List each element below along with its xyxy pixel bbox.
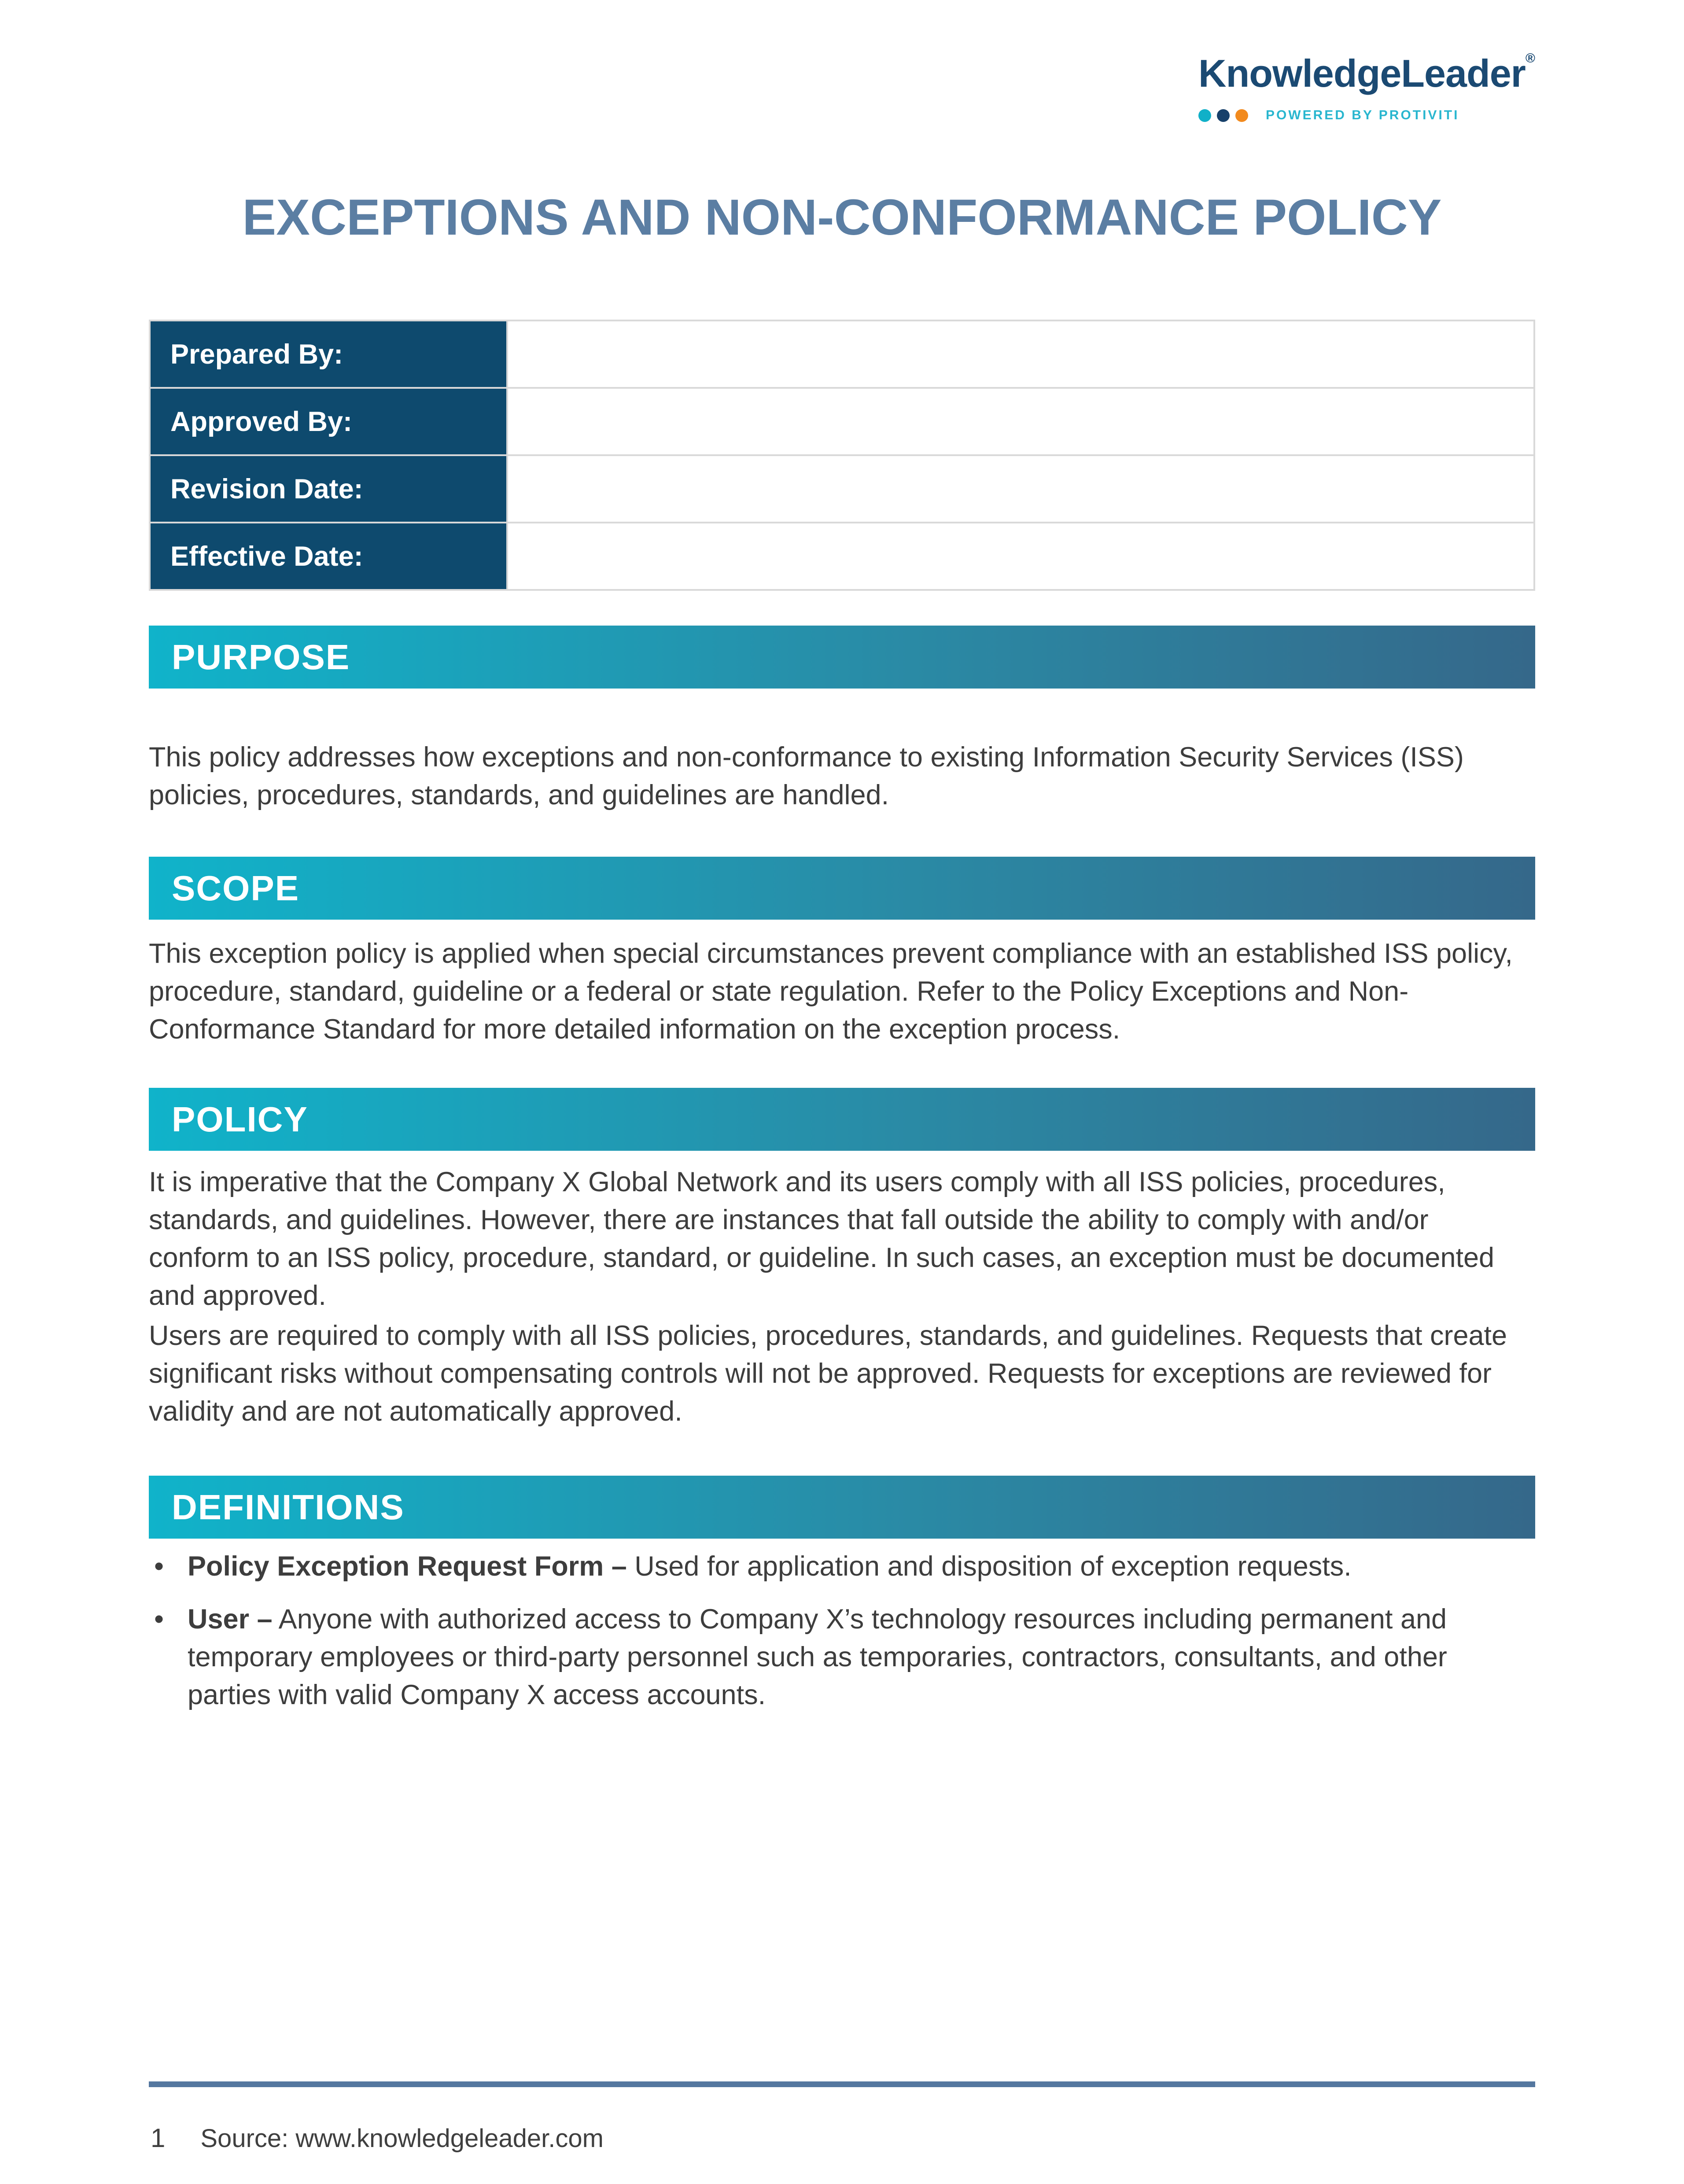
registered-trademark-icon: ® <box>1525 51 1535 66</box>
meta-value-effective-date <box>507 523 1534 590</box>
section-header-definitions <box>149 1476 1535 1539</box>
list-item <box>149 1600 1535 1714</box>
table-row <box>150 388 1534 455</box>
page-number: 1 <box>151 2123 166 2153</box>
meta-value-approved-by <box>507 388 1534 455</box>
meta-label-revision-date: Revision Date: <box>150 455 507 523</box>
page-footer <box>151 2123 1537 2153</box>
scope-paragraph: This exception policy is applied when special circumstances prevent compliance with an established ISS policy, procedure, standard, guideline or a federal or state regulation. Refer to the Policy Exceptions and Non-Conformance Standard for more detailed information on the exception process. <box>149 938 1513 1045</box>
table-row <box>150 320 1534 388</box>
section-header-purpose-label: PURPOSE <box>172 637 350 677</box>
policy-paragraph-1: It is imperative that the Company X Global Network and its users comply with all ISS policies, procedures, standards, and guidelines. However, there are instances that fall outside the ability to comply with and/or conform to an ISS policy, procedure, standard, or guideline. In such cases, an exception must be documented and approved. <box>149 1167 1495 1311</box>
section-header-scope-label: SCOPE <box>172 868 300 908</box>
definition-term: User – <box>188 1604 273 1635</box>
meta-label-effective-date: Effective Date: <box>150 523 507 590</box>
page-title: EXCEPTIONS AND NON-CONFORMANCE POLICY <box>242 189 1442 246</box>
logo-tagline: POWERED BY PROTIVITI <box>1265 108 1459 122</box>
purpose-paragraph: This policy addresses how exceptions and non-conformance to existing Information Security Services (ISS) policies, procedures, standards, and guidelines are handled. <box>149 742 1464 810</box>
meta-value-prepared-by <box>507 320 1534 388</box>
definition-description: Used for application and disposition of exception requests. <box>626 1551 1352 1582</box>
bullet-icon: • <box>154 1551 164 1582</box>
section-header-policy-label: POLICY <box>172 1099 308 1139</box>
meta-value-revision-date <box>507 455 1534 523</box>
table-row <box>150 455 1534 523</box>
logo-orange-dot-icon <box>1235 109 1248 122</box>
logo-wordmark <box>1198 52 1535 93</box>
section-header-policy <box>149 1088 1535 1151</box>
policy-paragraph-2: Users are required to comply with all ISS policies, procedures, standards, and guidelines. Requests that create significant risks without compensating controls will not be approved. Requests for exceptions are reviewed for validity and are not automatically approved. <box>149 1320 1507 1427</box>
definition-description: Anyone with authorized access to Company X’s technology resources including permanent and temporary employees or third-party personnel such as temporaries, contractors, consultants, and other parties with valid Company X access accounts. <box>188 1604 1455 1710</box>
section-header-purpose <box>149 626 1535 689</box>
logo-navy-dot-icon <box>1217 109 1230 122</box>
logo-tagline-row <box>1198 108 1535 123</box>
definitions-list <box>149 1547 1535 1729</box>
definition-term: Policy Exception Request Form – <box>188 1551 627 1582</box>
table-row <box>150 523 1534 590</box>
document-meta-table <box>149 320 1535 591</box>
footer-divider <box>149 2081 1535 2087</box>
source-text: Source: www.knowledgeleader.com <box>200 2124 604 2153</box>
logo-teal-dot-icon <box>1198 109 1211 122</box>
logo-wordmark-text: KnowledgeLeader <box>1198 52 1526 95</box>
bullet-icon: • <box>154 1604 164 1635</box>
knowledgeleader-logo <box>1198 52 1535 123</box>
section-header-scope <box>149 857 1535 920</box>
list-item <box>149 1547 1535 1585</box>
section-header-definitions-label: DEFINITIONS <box>172 1487 405 1527</box>
meta-label-prepared-by: Prepared By: <box>150 320 507 388</box>
meta-label-approved-by: Approved By: <box>150 388 507 455</box>
